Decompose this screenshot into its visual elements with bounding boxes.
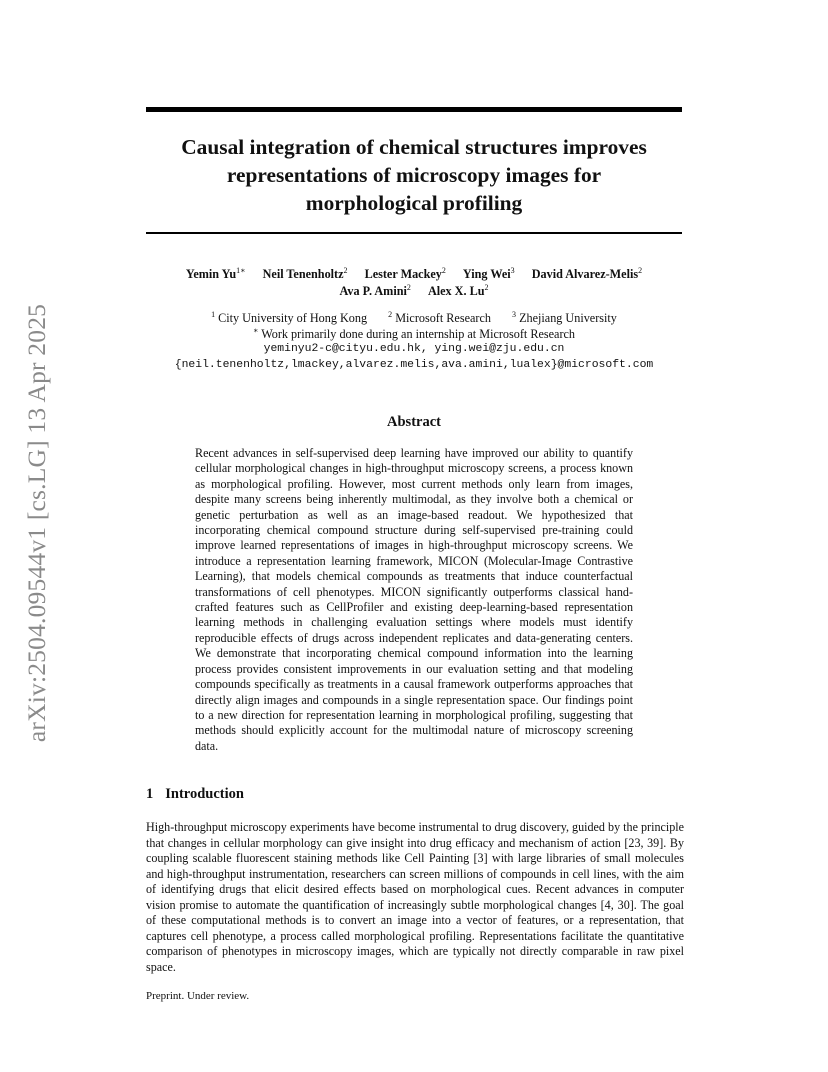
abstract-body: Recent advances in self-supervised deep learning have improved our ability to quantify cellular morphological changes in high-throughput microscopy screens, a process known as morphological profiling. However, most current methods only learn from images, despite many screens being inherently multimodal, as they involve both a chemical or genetic perturbation as well as an image-based readout. We hypothesized that incorporating chemical compound structure during self-supervised pre-training could improve learned representations of images in high-throughput microscopy screens. We introduce a representation learning framework, MICON (Molecular-Image Contrastive Learning), that models chemical compounds as treatments that induce counterfactual transformations of cell phenotypes. MICON significantly outperforms classical hand-crafted features such as CellProfiler and existing deep-learning-based representation learning methods in challenging evaluation settings where models must identify reproducible effects of drugs across independent replicates and data-generating centers. We demonstrate that incorporating chemical compound information into the learning process provides consistent improvements in our evaluation setting and that modeling compounds specifically as treatments in a causal framework outperforms approaches that directly align images and compounds in a single representation space. Our findings point to a new direction for representation learning in morphological profiling, suggesting that methods should explicitly account for the multimodal nature of microscopy screening data. [195,446,633,753]
author-list [146,266,682,300]
section-heading [146,786,244,803]
author: Alex X. Lu$^2$ [427,283,489,298]
title-rule-bottom [146,232,682,234]
title-line: morphological profiling [305,191,523,215]
arxiv-sidebar [22,285,52,760]
affiliation-line [146,311,682,327]
arxiv-identifier: arXiv:2504.09544v1 [cs.LG] 13 Apr 2025 [22,303,51,742]
title-rule-top [146,107,682,112]
author: Ying Wei$^3$ [462,266,515,281]
affiliation: $^1$ City University of Hong Kong [211,310,368,325]
author: Yemin $Yu^{1∗}$ [185,266,246,281]
author: Lester Mackey$^2$ [364,266,446,281]
intro-paragraph: High-throughput microscopy experiments have become instrumental to drug discovery, guided by the principle that changes in cellular morphology can give insight into drug efficacy and mechanism of action [23, 39]. By coupling scalable fluorescent staining methods like Cell Painting [3] with large libraries of small molecules and high-throughput instrumentation, researchers can screen millions of compounds in cell lines, with the aim of identifying drugs that elicit desired effects based on morphological cues. Recent advances in computer vision promise to automate the quantification of increasingly subtle morphological changes [4, 30]. The goal of these computational methods is to convert an image into a vector of features, or a representation, that captures cell phenotype, a process called morphological profiling. Representations facilitate the quantitative comparison of phenotypes in microscopy images, which are typically not directly comparable in raw pixel space. [146,820,684,974]
section-number: 1 [146,786,154,802]
affiliations [146,311,682,373]
author: Ava P. Amini$^2$ [339,283,411,298]
affiliation: $^3$ Zhejiang University [512,310,617,325]
author: David Alvarez-Melis$^2$ [531,266,643,281]
email-line[interactable]: yeminyu2-c@cityu.edu.hk, ying.wei@zju.edu.cn [263,343,565,355]
section-title: Introduction [165,786,244,802]
preprint-footer: Preprint. Under review. [146,990,250,1002]
email-line[interactable]: {neil.tenenholtz,lmackey,alvarez.melis,ava.amini,lualex}@microsoft.com [174,358,654,371]
title-line: representations of microscopy images for [226,163,602,187]
internship-note: ∗ Work primarily done during an internship at Microsoft Research [252,325,576,341]
title-line: Causal integration of chemical structures improves [181,135,647,159]
author: Neil Tenenholtz$^2$ [262,266,348,281]
paper-title [146,133,682,217]
affiliation: $^2$ Microsoft Research [388,310,491,325]
abstract-heading: Abstract [387,414,441,430]
